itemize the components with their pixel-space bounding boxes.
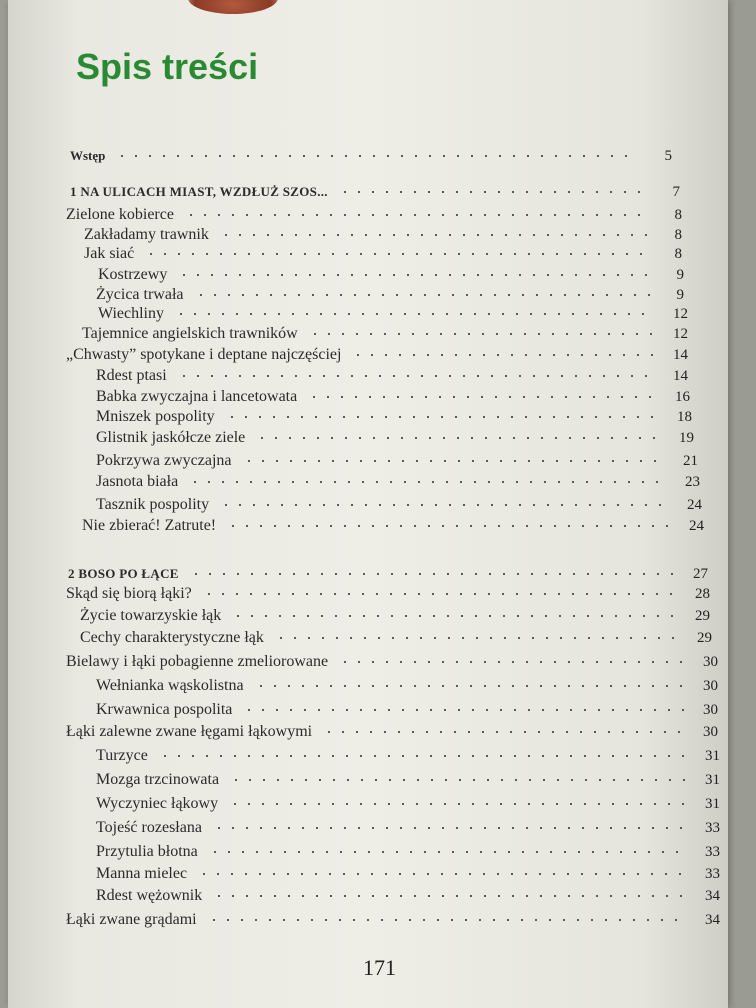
toc-entry	[96, 886, 720, 906]
toc-entry	[70, 146, 672, 166]
toc-entry	[96, 746, 720, 766]
page-number: 171	[363, 955, 396, 980]
toc-entry-label: Tajemnice angielskich trawników	[82, 325, 298, 342]
toc-entry-label: Jak siać	[84, 245, 135, 262]
toc-entry-label: 2 BOSO PO ŁĄCE	[68, 566, 179, 581]
toc-entry-label: Wiechliny	[98, 305, 164, 322]
toc-entry-label: Glistnik jaskółcze ziele	[96, 429, 246, 446]
toc-entry	[96, 770, 720, 790]
toc-entry-label: Życica trwała	[96, 286, 184, 303]
toc-entry-label: Zakładamy trawnik	[84, 226, 209, 243]
toc-entry	[96, 285, 684, 305]
toc-entry	[84, 244, 682, 264]
toc-entry	[96, 700, 718, 720]
toc-entry-label: Tojeść rozesłana	[96, 819, 202, 836]
toc-entry-label: Wełnianka wąskolistna	[96, 677, 244, 694]
toc-entry-label: Bielawy i łąki pobagienne zmeliorowane	[66, 653, 329, 670]
toc-entry-page: 24	[689, 518, 704, 534]
toc-entry-label: Jasnota biała	[96, 473, 179, 490]
toc-entry	[96, 451, 698, 471]
toc-entry-page: 12	[673, 306, 688, 322]
toc-entry	[80, 606, 710, 626]
toc-entry-page: 29	[695, 608, 710, 624]
toc-entry-page: 21	[683, 453, 698, 469]
toc-entry	[80, 628, 712, 648]
toc-entry-page: 34	[705, 888, 720, 904]
toc-entry	[96, 495, 702, 515]
table-of-contents	[8, 0, 728, 1008]
toc-entry-label: Przytulia błotna	[96, 843, 198, 860]
toc-entry-label: Cechy charakterystyczne łąk	[80, 629, 264, 646]
toc-entry-page: 9	[676, 267, 684, 283]
toc-entry-label: Mniszek pospolity	[96, 408, 215, 425]
toc-entry-page: 34	[705, 912, 720, 928]
toc-entry	[96, 676, 718, 696]
toc-entry-page: 31	[705, 748, 720, 764]
toc-entry-page: 12	[673, 326, 688, 342]
toc-entry	[66, 910, 720, 930]
toc-entry	[96, 387, 690, 407]
toc-entry-page: 31	[705, 796, 720, 812]
toc-entry	[66, 652, 718, 672]
toc-entry-label: Babka zwyczajna i lancetowata	[96, 388, 298, 405]
toc-entry-label: Pokrzywa zwyczajna	[96, 452, 232, 469]
toc-entry-label: Wstęp	[70, 148, 106, 163]
toc-entry-page: 33	[705, 820, 720, 836]
toc-entry-page: 19	[679, 430, 694, 446]
toc-entry-page: 29	[697, 630, 712, 646]
toc-entry-page: 14	[673, 347, 688, 363]
toc-entry-page: 28	[695, 586, 710, 602]
toc-entry	[98, 304, 688, 324]
toc-entry-page: 8	[674, 227, 682, 243]
book-page	[8, 0, 728, 1008]
toc-entry-page: 8	[674, 207, 682, 223]
toc-entry	[82, 516, 704, 536]
toc-entry-page: 30	[703, 702, 718, 718]
toc-entry-page: 33	[705, 866, 720, 882]
toc-entry	[96, 407, 692, 427]
toc-entry	[96, 428, 694, 448]
toc-entry-page: 9	[676, 287, 684, 303]
toc-entry-label: Wyczyniec łąkowy	[96, 795, 219, 812]
toc-entry-page: 30	[703, 654, 718, 670]
toc-entry-label: „Chwasty” spotykane i deptane najczęściej	[66, 346, 342, 363]
toc-entry-label: Mozga trzcinowata	[96, 771, 220, 788]
toc-entry-label: Życie towarzyskie łąk	[80, 607, 222, 624]
toc-entry-label: Rdest ptasi	[96, 367, 167, 384]
toc-entry-label: Manna mielec	[96, 865, 188, 882]
toc-entry-page: 23	[685, 474, 700, 490]
toc-entry-label: Skąd się biorą łąki?	[66, 585, 192, 602]
toc-entry-label: 1 NA ULICACH MIAST, WZDŁUŻ SZOS...	[70, 184, 328, 199]
toc-entry-page: 16	[675, 389, 690, 405]
toc-entry-label: Zielone kobierce	[66, 206, 174, 223]
toc-entry-label: Tasznik pospolity	[96, 496, 210, 513]
toc-entry-page: 30	[703, 678, 718, 694]
toc-entry	[70, 182, 680, 202]
toc-entry	[66, 345, 688, 365]
toc-entry	[68, 564, 708, 584]
toc-entry	[84, 225, 682, 245]
toc-entry-page: 7	[672, 184, 680, 200]
toc-entry-page: 5	[664, 148, 672, 164]
toc-entry-label: Rdest wężownik	[96, 887, 203, 904]
toc-entry	[96, 818, 720, 838]
toc-entry-label: Łąki zwane grądami	[66, 911, 197, 928]
toc-entry-page: 24	[687, 497, 702, 513]
toc-entry	[82, 324, 688, 344]
toc-entry-label: Turzyce	[96, 747, 148, 764]
toc-entry-label: Krwawnica pospolita	[96, 701, 233, 718]
toc-entry	[96, 842, 720, 862]
toc-entry-page: 18	[677, 409, 692, 425]
toc-entry-label: Nie zbierać! Zatrute!	[82, 517, 217, 534]
toc-entry	[96, 864, 720, 884]
toc-entry-page: 14	[673, 368, 688, 384]
toc-entry-label: Łąki zalewne zwane łęgami łąkowymi	[66, 723, 313, 740]
toc-entry-label: Kostrzewy	[98, 266, 168, 283]
page-title: Spis treści	[76, 46, 259, 87]
toc-entry	[66, 584, 710, 604]
toc-entry-page: 8	[674, 246, 682, 262]
toc-entry-page: 33	[705, 844, 720, 860]
toc-entry-page: 31	[705, 772, 720, 788]
toc-entry	[96, 366, 688, 386]
toc-entry	[98, 265, 684, 285]
toc-entry	[96, 472, 700, 492]
toc-entry	[66, 722, 718, 742]
toc-entry-page: 27	[693, 566, 708, 582]
toc-entry	[66, 205, 682, 225]
toc-entry-page: 30	[703, 724, 718, 740]
toc-entry	[96, 794, 720, 814]
